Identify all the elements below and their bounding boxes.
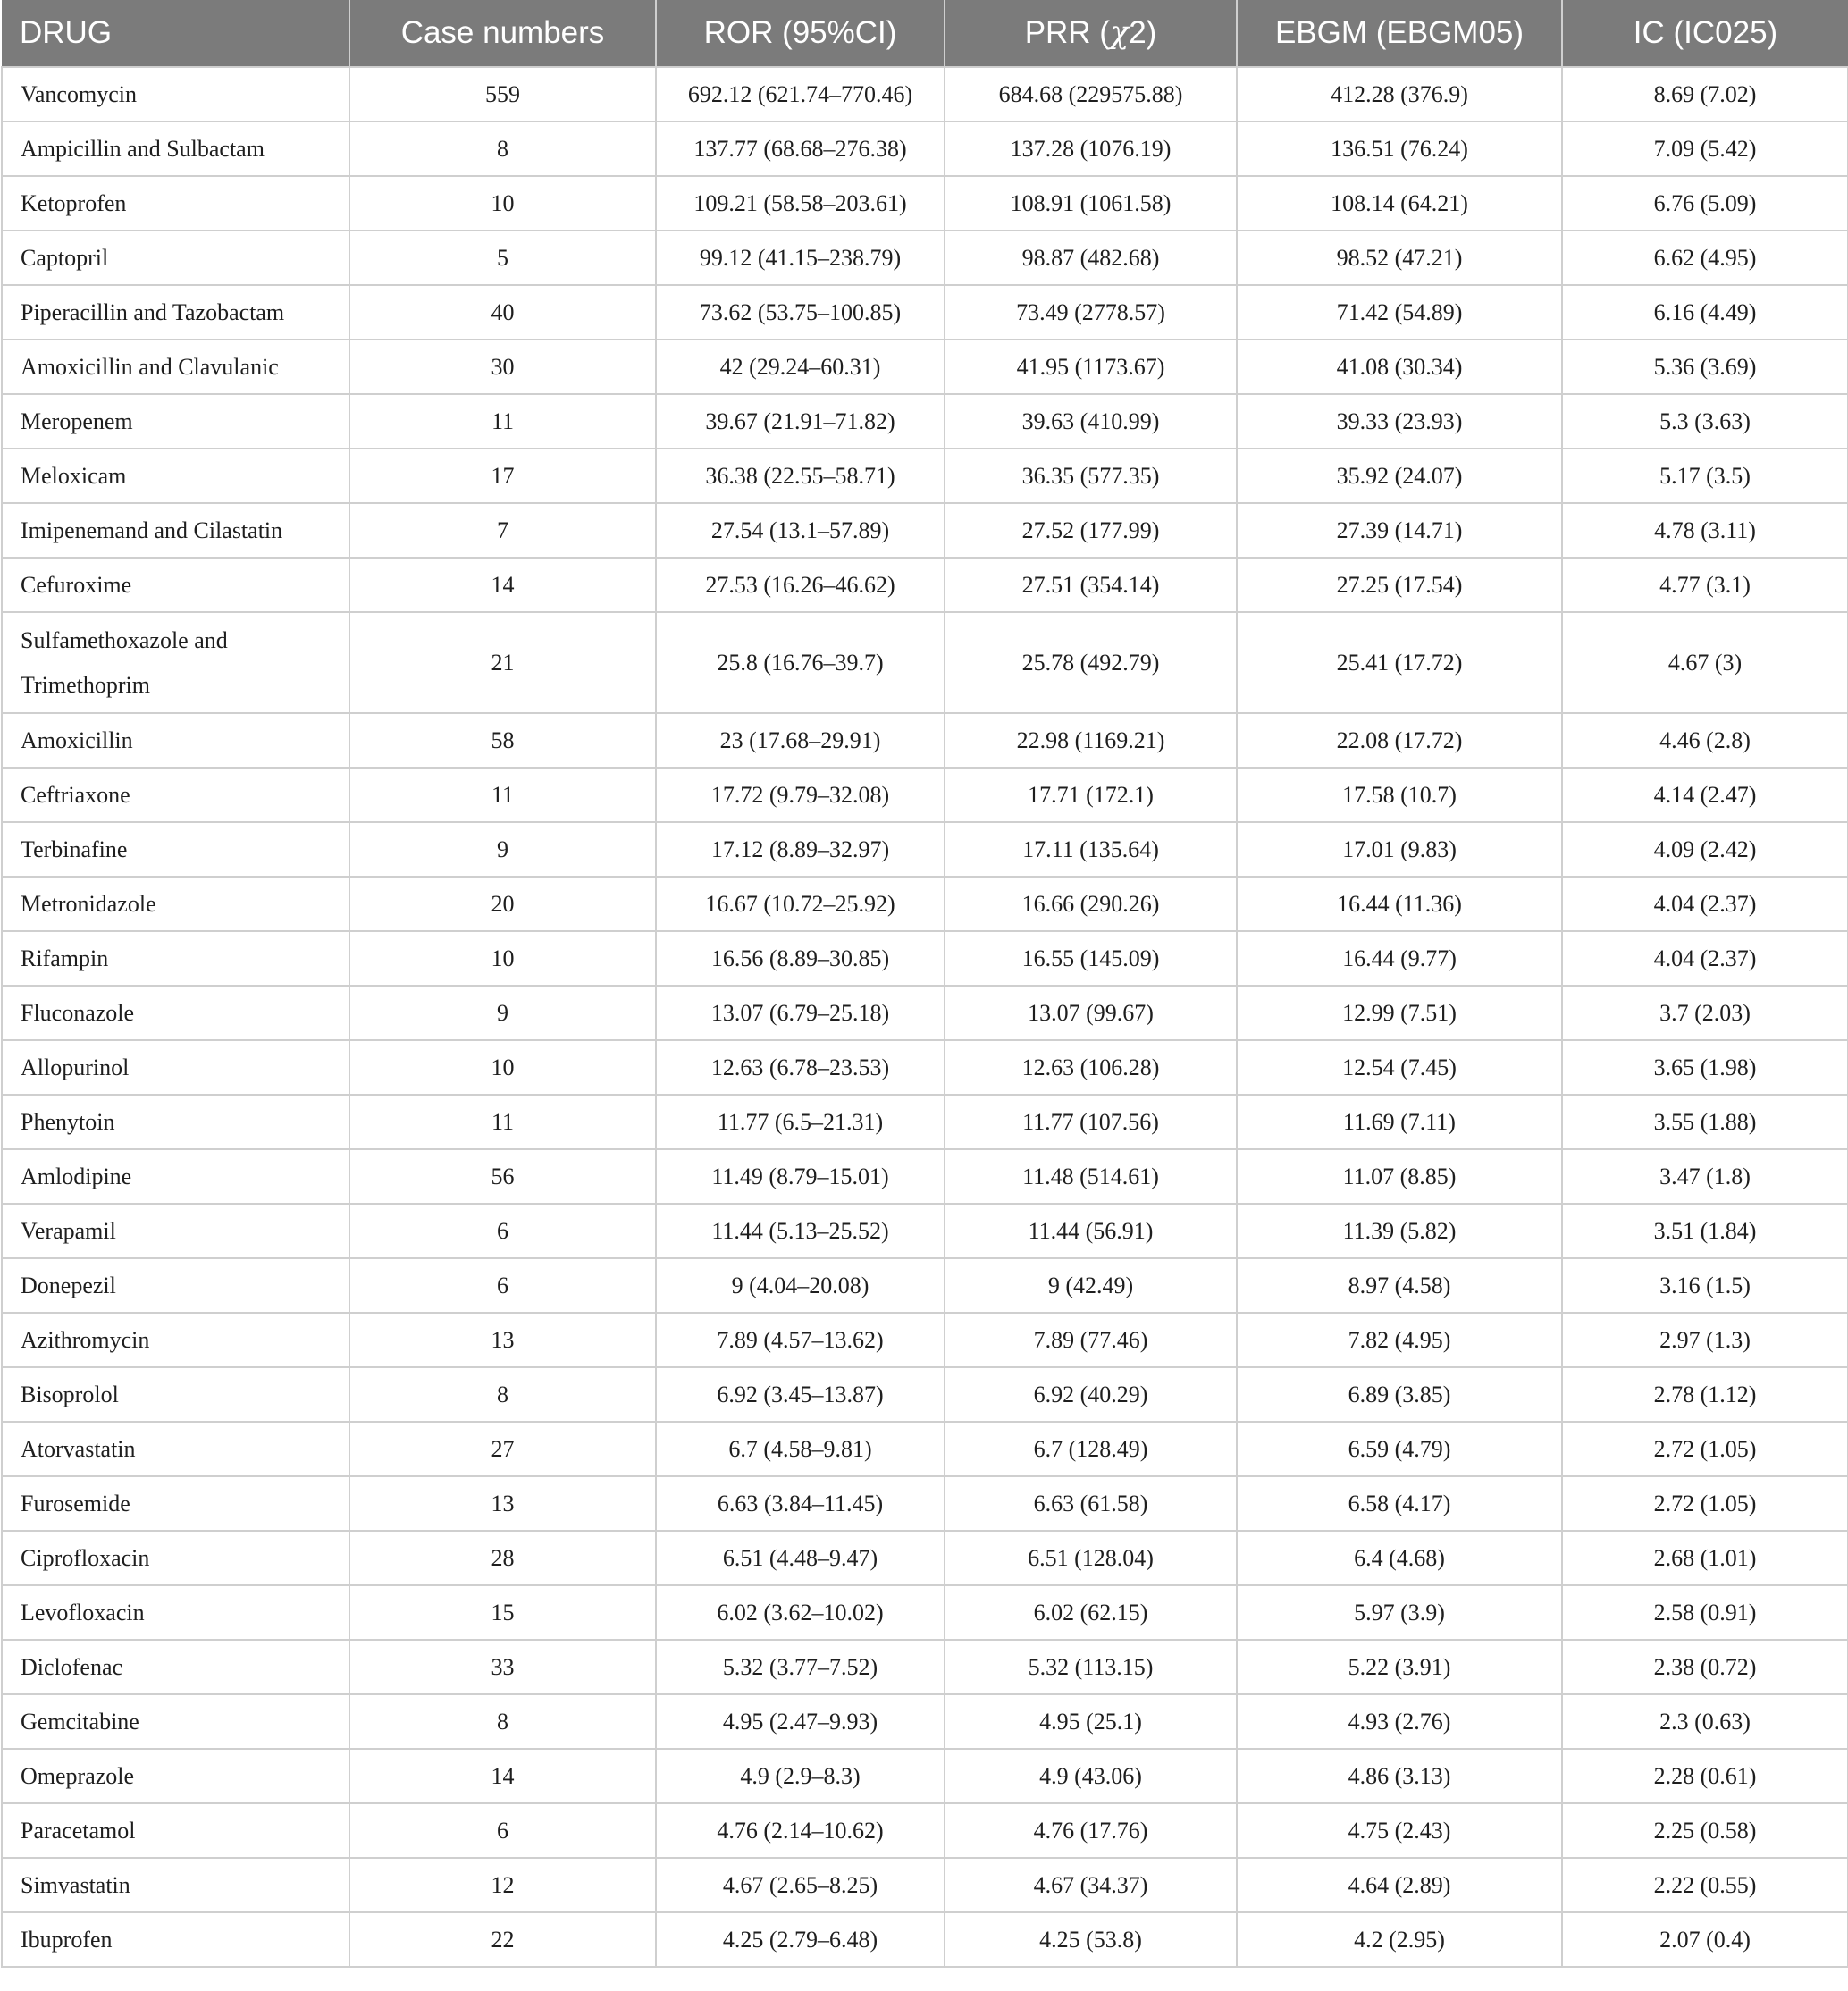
- ebgm-cell: 98.52 (47.21): [1237, 231, 1562, 285]
- ebgm-cell: 108.14 (64.21): [1237, 176, 1562, 231]
- case-numbers-cell: 6: [349, 1258, 656, 1313]
- ic-cell: 4.77 (3.1): [1562, 558, 1848, 612]
- prr-cell: 17.71 (172.1): [945, 768, 1237, 822]
- ic-cell: 2.25 (0.58): [1562, 1803, 1848, 1858]
- prr-cell: 4.25 (53.8): [945, 1912, 1237, 1967]
- ror-cell: 17.72 (9.79–32.08): [656, 768, 945, 822]
- drug-cell: Cefuroxime: [2, 558, 349, 612]
- ror-cell: 692.12 (621.74–770.46): [656, 67, 945, 122]
- case-numbers-cell: 58: [349, 713, 656, 768]
- ror-cell: 11.77 (6.5–21.31): [656, 1095, 945, 1149]
- ebgm-cell: 7.82 (4.95): [1237, 1313, 1562, 1367]
- prr-cell: 73.49 (2778.57): [945, 285, 1237, 340]
- drug-cell: Ampicillin and Sulbactam: [2, 122, 349, 176]
- ror-cell: 99.12 (41.15–238.79): [656, 231, 945, 285]
- case-numbers-cell: 27: [349, 1422, 656, 1476]
- case-numbers-cell: 6: [349, 1803, 656, 1858]
- table-row: [2, 1204, 1848, 1258]
- table-row: [2, 1313, 1848, 1367]
- prr-cell: 27.52 (177.99): [945, 503, 1237, 558]
- drug-cell: Gemcitabine: [2, 1694, 349, 1749]
- table-row: [2, 340, 1848, 394]
- prr-cell: 12.63 (106.28): [945, 1040, 1237, 1095]
- ic-cell: 6.62 (4.95): [1562, 231, 1848, 285]
- ebgm-cell: 39.33 (23.93): [1237, 394, 1562, 449]
- ic-cell: 2.68 (1.01): [1562, 1531, 1848, 1585]
- ror-cell: 4.95 (2.47–9.93): [656, 1694, 945, 1749]
- prr-cell: 6.92 (40.29): [945, 1367, 1237, 1422]
- ror-cell: 4.67 (2.65–8.25): [656, 1858, 945, 1912]
- prr-cell: 39.63 (410.99): [945, 394, 1237, 449]
- table-row: [2, 768, 1848, 822]
- table-header: [2, 0, 1848, 67]
- prr-cell: 108.91 (1061.58): [945, 176, 1237, 231]
- ebgm-cell: 35.92 (24.07): [1237, 449, 1562, 503]
- prr-cell: 6.02 (62.15): [945, 1585, 1237, 1640]
- case-numbers-cell: 13: [349, 1313, 656, 1367]
- header-ic: IC (IC025): [1562, 0, 1848, 67]
- ebgm-cell: 11.69 (7.11): [1237, 1095, 1562, 1149]
- prr-cell: 6.63 (61.58): [945, 1476, 1237, 1531]
- header-ebgm: EBGM (EBGM05): [1237, 0, 1562, 67]
- ror-cell: 109.21 (58.58–203.61): [656, 176, 945, 231]
- drug-cell: Ciprofloxacin: [2, 1531, 349, 1585]
- ror-cell: 23 (17.68–29.91): [656, 713, 945, 768]
- ic-cell: 4.46 (2.8): [1562, 713, 1848, 768]
- table-row: [2, 503, 1848, 558]
- case-numbers-cell: 6: [349, 1204, 656, 1258]
- ror-cell: 73.62 (53.75–100.85): [656, 285, 945, 340]
- ic-cell: 4.04 (2.37): [1562, 931, 1848, 986]
- case-numbers-cell: 33: [349, 1640, 656, 1694]
- table-row: [2, 1149, 1848, 1204]
- prr-cell: 11.77 (107.56): [945, 1095, 1237, 1149]
- table-row: [2, 449, 1848, 503]
- drug-cell: Piperacillin and Tazobactam: [2, 285, 349, 340]
- prr-cell: 6.51 (128.04): [945, 1531, 1237, 1585]
- case-numbers-cell: 13: [349, 1476, 656, 1531]
- drug-cell: Fluconazole: [2, 986, 349, 1040]
- prr-cell: 98.87 (482.68): [945, 231, 1237, 285]
- ic-cell: 6.16 (4.49): [1562, 285, 1848, 340]
- drug-cell: Rifampin: [2, 931, 349, 986]
- case-numbers-cell: 5: [349, 231, 656, 285]
- ebgm-cell: 12.99 (7.51): [1237, 986, 1562, 1040]
- ebgm-cell: 27.25 (17.54): [1237, 558, 1562, 612]
- header-prr-suffix: 2): [1129, 15, 1157, 50]
- ror-cell: 42 (29.24–60.31): [656, 340, 945, 394]
- ebgm-cell: 6.59 (4.79): [1237, 1422, 1562, 1476]
- drug-cell: Ibuprofen: [2, 1912, 349, 1967]
- ror-cell: 16.56 (8.89–30.85): [656, 931, 945, 986]
- ror-cell: 4.25 (2.79–6.48): [656, 1912, 945, 1967]
- drug-cell: Meropenem: [2, 394, 349, 449]
- drug-cell: Bisoprolol: [2, 1367, 349, 1422]
- prr-cell: 684.68 (229575.88): [945, 67, 1237, 122]
- ic-cell: 2.07 (0.4): [1562, 1912, 1848, 1967]
- table-row: [2, 1476, 1848, 1531]
- prr-cell: 16.66 (290.26): [945, 877, 1237, 931]
- ebgm-cell: 412.28 (376.9): [1237, 67, 1562, 122]
- case-numbers-cell: 20: [349, 877, 656, 931]
- ror-cell: 6.7 (4.58–9.81): [656, 1422, 945, 1476]
- drug-cell: Paracetamol: [2, 1803, 349, 1858]
- header-prr-prefix: PRR (: [1024, 15, 1110, 50]
- drug-cell: Phenytoin: [2, 1095, 349, 1149]
- case-numbers-cell: 30: [349, 340, 656, 394]
- ebgm-cell: 4.64 (2.89): [1237, 1858, 1562, 1912]
- case-numbers-cell: 12: [349, 1858, 656, 1912]
- drug-signal-table: [1, 0, 1848, 1968]
- table-row: [2, 713, 1848, 768]
- prr-cell: 13.07 (99.67): [945, 986, 1237, 1040]
- ebgm-cell: 17.01 (9.83): [1237, 822, 1562, 877]
- ic-cell: 3.51 (1.84): [1562, 1204, 1848, 1258]
- drug-cell: Amoxicillin: [2, 713, 349, 768]
- ror-cell: 6.92 (3.45–13.87): [656, 1367, 945, 1422]
- case-numbers-cell: 8: [349, 1694, 656, 1749]
- ebgm-cell: 6.89 (3.85): [1237, 1367, 1562, 1422]
- prr-cell: 25.78 (492.79): [945, 612, 1237, 713]
- ebgm-cell: 4.93 (2.76): [1237, 1694, 1562, 1749]
- case-numbers-cell: 559: [349, 67, 656, 122]
- drug-cell: Simvastatin: [2, 1858, 349, 1912]
- ic-cell: 4.04 (2.37): [1562, 877, 1848, 931]
- drug-cell: Levofloxacin: [2, 1585, 349, 1640]
- prr-cell: 6.7 (128.49): [945, 1422, 1237, 1476]
- ebgm-cell: 22.08 (17.72): [1237, 713, 1562, 768]
- drug-cell: Vancomycin: [2, 67, 349, 122]
- case-numbers-cell: 14: [349, 1749, 656, 1803]
- table-row: [2, 1912, 1848, 1967]
- prr-cell: 11.44 (56.91): [945, 1204, 1237, 1258]
- header-case-numbers: Case numbers: [349, 0, 656, 67]
- table-row: [2, 822, 1848, 877]
- ic-cell: 3.16 (1.5): [1562, 1258, 1848, 1313]
- ebgm-cell: 5.22 (3.91): [1237, 1640, 1562, 1694]
- ic-cell: 5.3 (3.63): [1562, 394, 1848, 449]
- table-row: [2, 1258, 1848, 1313]
- prr-cell: 4.9 (43.06): [945, 1749, 1237, 1803]
- ror-cell: 7.89 (4.57–13.62): [656, 1313, 945, 1367]
- table-row: [2, 285, 1848, 340]
- ic-cell: 4.14 (2.47): [1562, 768, 1848, 822]
- prr-cell: 22.98 (1169.21): [945, 713, 1237, 768]
- drug-cell: Captopril: [2, 231, 349, 285]
- case-numbers-cell: 11: [349, 1095, 656, 1149]
- case-numbers-cell: 7: [349, 503, 656, 558]
- case-numbers-cell: 9: [349, 822, 656, 877]
- prr-cell: 9 (42.49): [945, 1258, 1237, 1313]
- table-row: [2, 67, 1848, 122]
- ebgm-cell: 8.97 (4.58): [1237, 1258, 1562, 1313]
- ic-cell: 4.09 (2.42): [1562, 822, 1848, 877]
- drug-cell: Azithromycin: [2, 1313, 349, 1367]
- ic-cell: 2.3 (0.63): [1562, 1694, 1848, 1749]
- case-numbers-cell: 11: [349, 394, 656, 449]
- drug-cell: Atorvastatin: [2, 1422, 349, 1476]
- ebgm-cell: 11.07 (8.85): [1237, 1149, 1562, 1204]
- ebgm-cell: 6.58 (4.17): [1237, 1476, 1562, 1531]
- ror-cell: 6.02 (3.62–10.02): [656, 1585, 945, 1640]
- prr-cell: 11.48 (514.61): [945, 1149, 1237, 1204]
- ic-cell: 2.78 (1.12): [1562, 1367, 1848, 1422]
- prr-cell: 17.11 (135.64): [945, 822, 1237, 877]
- case-numbers-cell: 21: [349, 612, 656, 713]
- case-numbers-cell: 10: [349, 1040, 656, 1095]
- header-prr: [945, 0, 1237, 67]
- ic-cell: 2.97 (1.3): [1562, 1313, 1848, 1367]
- header-row: [2, 0, 1848, 67]
- prr-cell: 27.51 (354.14): [945, 558, 1237, 612]
- ror-cell: 11.44 (5.13–25.52): [656, 1204, 945, 1258]
- ebgm-cell: 17.58 (10.7): [1237, 768, 1562, 822]
- ror-cell: 11.49 (8.79–15.01): [656, 1149, 945, 1204]
- prr-cell: 4.95 (25.1): [945, 1694, 1237, 1749]
- ic-cell: 6.76 (5.09): [1562, 176, 1848, 231]
- table-row: [2, 1367, 1848, 1422]
- table-row: [2, 1640, 1848, 1694]
- prr-cell: 4.67 (34.37): [945, 1858, 1237, 1912]
- ror-cell: 27.53 (16.26–46.62): [656, 558, 945, 612]
- table-row: [2, 1858, 1848, 1912]
- table-row: [2, 986, 1848, 1040]
- prr-cell: 5.32 (113.15): [945, 1640, 1237, 1694]
- table-row: [2, 1803, 1848, 1858]
- table-row: [2, 1040, 1848, 1095]
- drug-cell: Ceftriaxone: [2, 768, 349, 822]
- ic-cell: 2.58 (0.91): [1562, 1585, 1848, 1640]
- ebgm-cell: 16.44 (11.36): [1237, 877, 1562, 931]
- ebgm-cell: 136.51 (76.24): [1237, 122, 1562, 176]
- table-row: [2, 1585, 1848, 1640]
- table-row: [2, 176, 1848, 231]
- case-numbers-cell: 40: [349, 285, 656, 340]
- prr-cell: 7.89 (77.46): [945, 1313, 1237, 1367]
- case-numbers-cell: 11: [349, 768, 656, 822]
- drug-cell: Omeprazole: [2, 1749, 349, 1803]
- case-numbers-cell: 14: [349, 558, 656, 612]
- ic-cell: 2.28 (0.61): [1562, 1749, 1848, 1803]
- table-row: [2, 1749, 1848, 1803]
- case-numbers-cell: 56: [349, 1149, 656, 1204]
- table-body: [2, 67, 1848, 1967]
- ic-cell: 4.67 (3): [1562, 612, 1848, 713]
- ror-cell: 25.8 (16.76–39.7): [656, 612, 945, 713]
- ebgm-cell: 6.4 (4.68): [1237, 1531, 1562, 1585]
- ebgm-cell: 4.2 (2.95): [1237, 1912, 1562, 1967]
- ic-cell: 8.69 (7.02): [1562, 67, 1848, 122]
- drug-cell: Diclofenac: [2, 1640, 349, 1694]
- table-row: [2, 1095, 1848, 1149]
- case-numbers-cell: 9: [349, 986, 656, 1040]
- case-numbers-cell: 22: [349, 1912, 656, 1967]
- ror-cell: 36.38 (22.55–58.71): [656, 449, 945, 503]
- ic-cell: 3.65 (1.98): [1562, 1040, 1848, 1095]
- ebgm-cell: 4.86 (3.13): [1237, 1749, 1562, 1803]
- drug-cell: Donepezil: [2, 1258, 349, 1313]
- drug-cell: Meloxicam: [2, 449, 349, 503]
- drug-cell: Sulfamethoxazole and Trimethoprim: [2, 612, 349, 713]
- ror-cell: 6.63 (3.84–11.45): [656, 1476, 945, 1531]
- ebgm-cell: 5.97 (3.9): [1237, 1585, 1562, 1640]
- ror-cell: 12.63 (6.78–23.53): [656, 1040, 945, 1095]
- ror-cell: 137.77 (68.68–276.38): [656, 122, 945, 176]
- ror-cell: 27.54 (13.1–57.89): [656, 503, 945, 558]
- ic-cell: 5.36 (3.69): [1562, 340, 1848, 394]
- ic-cell: 3.55 (1.88): [1562, 1095, 1848, 1149]
- ebgm-cell: 11.39 (5.82): [1237, 1204, 1562, 1258]
- prr-cell: 4.76 (17.76): [945, 1803, 1237, 1858]
- header-ror: ROR (95%CI): [656, 0, 945, 67]
- ebgm-cell: 4.75 (2.43): [1237, 1803, 1562, 1858]
- ic-cell: 4.78 (3.11): [1562, 503, 1848, 558]
- drug-cell: Ketoprofen: [2, 176, 349, 231]
- ebgm-cell: 71.42 (54.89): [1237, 285, 1562, 340]
- table-row: [2, 612, 1848, 713]
- case-numbers-cell: 17: [349, 449, 656, 503]
- ebgm-cell: 16.44 (9.77): [1237, 931, 1562, 986]
- ic-cell: 2.72 (1.05): [1562, 1476, 1848, 1531]
- drug-cell: Furosemide: [2, 1476, 349, 1531]
- ebgm-cell: 27.39 (14.71): [1237, 503, 1562, 558]
- table-row: [2, 558, 1848, 612]
- drug-cell: Verapamil: [2, 1204, 349, 1258]
- ror-cell: 4.9 (2.9–8.3): [656, 1749, 945, 1803]
- ror-cell: 39.67 (21.91–71.82): [656, 394, 945, 449]
- ror-cell: 16.67 (10.72–25.92): [656, 877, 945, 931]
- case-numbers-cell: 10: [349, 176, 656, 231]
- ic-cell: 3.7 (2.03): [1562, 986, 1848, 1040]
- table-row: [2, 1531, 1848, 1585]
- case-numbers-cell: 10: [349, 931, 656, 986]
- table-row: [2, 877, 1848, 931]
- drug-cell: Imipenemand and Cilastatin: [2, 503, 349, 558]
- ic-cell: 2.22 (0.55): [1562, 1858, 1848, 1912]
- prr-cell: 137.28 (1076.19): [945, 122, 1237, 176]
- ic-cell: 2.38 (0.72): [1562, 1640, 1848, 1694]
- prr-cell: 16.55 (145.09): [945, 931, 1237, 986]
- drug-cell: Metronidazole: [2, 877, 349, 931]
- case-numbers-cell: 15: [349, 1585, 656, 1640]
- ic-cell: 3.47 (1.8): [1562, 1149, 1848, 1204]
- ror-cell: 9 (4.04–20.08): [656, 1258, 945, 1313]
- ror-cell: 5.32 (3.77–7.52): [656, 1640, 945, 1694]
- prr-cell: 41.95 (1173.67): [945, 340, 1237, 394]
- ebgm-cell: 41.08 (30.34): [1237, 340, 1562, 394]
- table-row: [2, 231, 1848, 285]
- ic-cell: 2.72 (1.05): [1562, 1422, 1848, 1476]
- drug-cell: Allopurinol: [2, 1040, 349, 1095]
- ror-cell: 13.07 (6.79–25.18): [656, 986, 945, 1040]
- prr-cell: 36.35 (577.35): [945, 449, 1237, 503]
- case-numbers-cell: 8: [349, 1367, 656, 1422]
- ebgm-cell: 25.41 (17.72): [1237, 612, 1562, 713]
- ebgm-cell: 12.54 (7.45): [1237, 1040, 1562, 1095]
- case-numbers-cell: 8: [349, 122, 656, 176]
- ror-cell: 4.76 (2.14–10.62): [656, 1803, 945, 1858]
- header-drug: DRUG: [2, 0, 349, 67]
- ic-cell: 5.17 (3.5): [1562, 449, 1848, 503]
- header-prr-chi: χ: [1109, 15, 1130, 51]
- ic-cell: 7.09 (5.42): [1562, 122, 1848, 176]
- table-row: [2, 1422, 1848, 1476]
- drug-cell: Terbinafine: [2, 822, 349, 877]
- ror-cell: 17.12 (8.89–32.97): [656, 822, 945, 877]
- drug-cell: Amoxicillin and Clavulanic: [2, 340, 349, 394]
- table-row: [2, 931, 1848, 986]
- table-row: [2, 122, 1848, 176]
- drug-cell: Amlodipine: [2, 1149, 349, 1204]
- case-numbers-cell: 28: [349, 1531, 656, 1585]
- table-row: [2, 394, 1848, 449]
- table-row: [2, 1694, 1848, 1749]
- ror-cell: 6.51 (4.48–9.47): [656, 1531, 945, 1585]
